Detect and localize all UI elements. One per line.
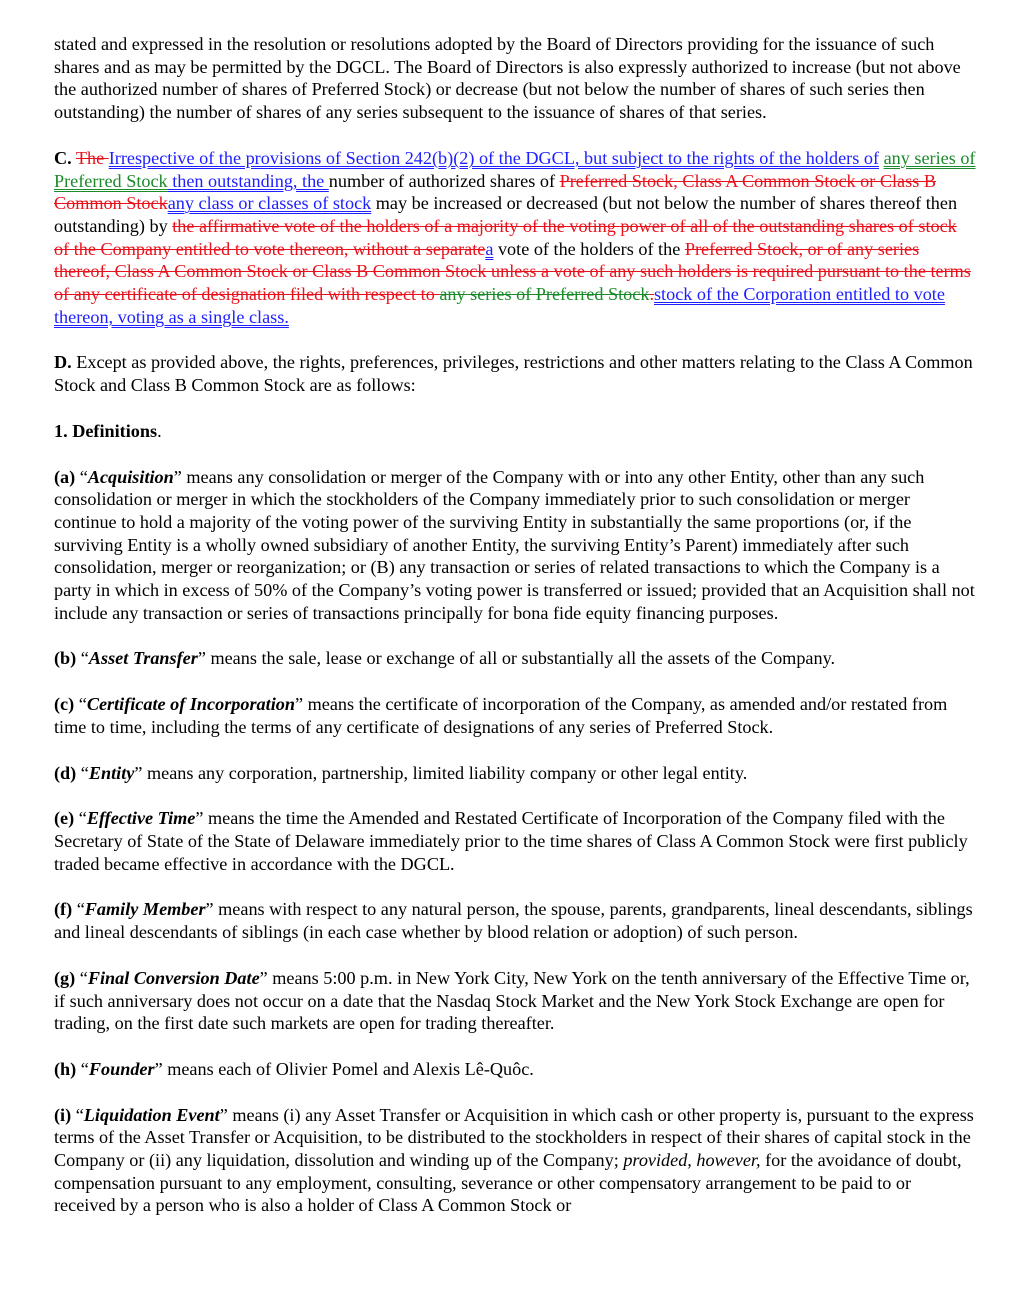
deletion: Preferred Stock, Class A Common Stock or Class B Common Stock	[54, 170, 936, 214]
moved-deletion: any series of Preferred Stock	[439, 284, 650, 305]
defined-term: Family Member	[84, 899, 206, 920]
defined-term: Acquisition	[87, 466, 174, 487]
definitions-heading: 1. Definitions.	[54, 420, 162, 441]
insertion: any class or classes of stock	[167, 193, 372, 214]
defined-term: Certificate of Incorporation	[86, 694, 295, 715]
insertion: then outstanding, the	[167, 170, 329, 191]
defined-term: Founder	[88, 1058, 155, 1079]
text: vote of the holders of the	[493, 238, 685, 259]
section-label-d: D.	[54, 352, 72, 373]
moved-text: any series of Preferred Stock	[54, 147, 976, 191]
definition-h: (h) “Founder” means each of Olivier Pomel and Alexis Lê-Quôc.	[54, 1058, 534, 1079]
paragraph-continuation: stated and expressed in the resolution or resolutions adopted by the Board of Directors providing for the issuance of such shares and as may be permitted by the DGCL. The Board of Directors is also expressly authorized to increase (but not above the authorized number of shares of Preferred Stock) or decrease (but not below the number of shares of such series then outstanding) the number of shares of any series subsequent to the issuance of shares of that series.	[54, 34, 961, 123]
definition-a: (a) “Acquisition” means any consolidation or merger of the Company with or into any other Entity, other than any such consolidation or merger in which the stockholders of the Company immediately prior to such consolidation or merger continue to hold a majority of the voting power of the surviving Entity in substantially the same proportions (or, if the surviving Entity is a wholly owned subsidiary of another Entity, the surviving Entity’s Parent) immediately after such consolidation, merger or reorganization; or (B) any transaction or series of related transactions to which the Company is a party in which in excess of 50% of the Company’s voting power is transferred or issued; provided that an Acquisition shall not include any transaction or series of transactions principally for bona fide equity financing purposes.	[54, 466, 975, 623]
definition-d: (d) “Entity” means any corporation, partnership, limited liability company or other legal entity.	[54, 762, 748, 783]
defined-term: Effective Time	[86, 808, 196, 829]
paragraph-c	[54, 147, 976, 329]
defined-term: Asset Transfer	[88, 648, 198, 669]
section-label-c: C.	[54, 147, 72, 168]
insertion: Irrespective of the provisions of Section 242(b)(2) of the DGCL, but subject to the rights of the holders of	[108, 147, 880, 168]
insertion: stock of the Corporation entitled to vote thereon, voting as a single class.	[54, 284, 945, 327]
defined-term: Entity	[88, 762, 135, 783]
definition-e: (e) “Effective Time” means the time the Amended and Restated Certificate of Incorporation of the Company filed with the Secretary of State of the State of Delaware immediately prior to the time shares of Class A Common Stock were first publicly traded became effective in accordance with the DGCL.	[54, 808, 968, 874]
deletion: the affirmative vote of the holders of a majority of the voting power of all of the outstanding shares of stock of the Company entitled to vote thereon, without a separate	[54, 215, 957, 259]
definition-g: (g) “Final Conversion Date” means 5:00 p.m. in New York City, New York on the tenth anniversary of the Effective Time or, if such anniversary does not occur on a date that the Nasdaq Stock Market and the New York Stock Exchange are open for trading, on the first date such markets are open for trading thereafter.	[54, 967, 970, 1034]
deletion: .	[649, 284, 654, 305]
paragraph-d	[54, 351, 976, 396]
definition-i: (i) “Liquidation Event” means (i) any Asset Transfer or Acquisition in which cash or other property is, pursuant to the express terms of the Asset Transfer or Acquisition, to be distributed to the stockholders in respect of their shares of capital stock in the Company or (ii) any liquidation, dissolution and winding up of the Company; provided, however, for the avoidance of doubt, compensation pursuant to any employment, consulting, severance or other compensatory arrangement to be paid to or received by a person who is also a holder of Class A Common Stock or	[54, 1104, 974, 1216]
definition-b: (b) “Asset Transfer” means the sale, lease or exchange of all or substantially all the assets of the Company.	[54, 648, 836, 669]
paragraph-d-text: Except as provided above, the rights, preferences, privileges, restrictions and other matters relating to the Class A Common Stock and Class B Common Stock are as follows:	[54, 352, 973, 396]
defined-term: Liquidation Event	[83, 1104, 220, 1125]
text: number of authorized shares of	[328, 170, 560, 191]
deletion: The	[75, 147, 109, 168]
defined-term: Final Conversion Date	[87, 967, 260, 988]
deletion: Preferred Stock, or of any series thereof, Class A Common Stock or Class B Common Stock unless a vote of any such holders is required pursuant to the terms of any certificate of designation filed with respect to	[54, 238, 971, 305]
definition-f: (f) “Family Member” means with respect to any natural person, the spouse, parents, grandparents, lineal descendants, siblings and lineal descendants of siblings (in each case whether by blood relation or adoption) of such person.	[54, 899, 973, 943]
definition-c: (c) “Certificate of Incorporation” means the certificate of incorporation of the Company, as amended and/or restated from time to time, including the terms of any certificate of designations of any series of Preferred Stock.	[54, 694, 948, 737]
text: may be increased or decreased (but not below the number of shares thereof then outstanding) by	[54, 193, 958, 236]
insertion: a	[485, 238, 494, 259]
